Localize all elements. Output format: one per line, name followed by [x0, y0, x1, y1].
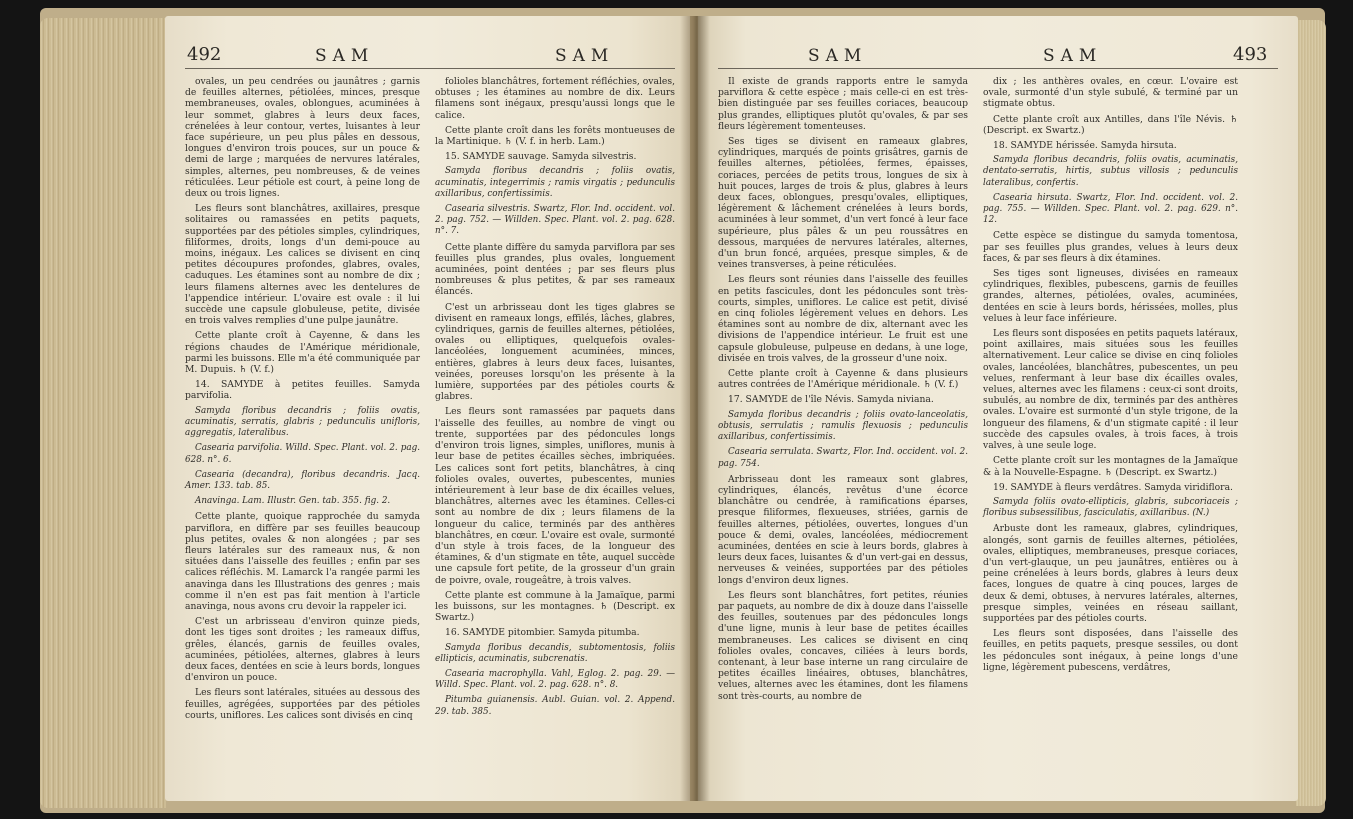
running-head: SAM — [1043, 46, 1103, 66]
page-number: 493 — [1233, 44, 1268, 65]
running-head: SAM — [315, 46, 375, 66]
paragraph: Cette plante croît sur les montagnes de la Jamaïque & à la Nouvelle-Espagne. ♄ (Descript. ex Swartz.) — [983, 455, 1238, 478]
paragraph: Arbuste dont les rameaux, glabres, cylindriques, alongés, sont garnis de feuilles alternes, pétiolées, ovales, elliptiques, membraneuses, presque coriaces, d'un vert-glauque, un peu jaunâtres, entières ou à peine crénelées à leurs bords, glabres à leurs deux faces, longues de quatre à cinq pouces, larges de deux & demi, obtuses, à nervures latérales, alternes, presque simples, veinées en réseau saillant, supportées par des pétioles courts. — [983, 523, 1238, 624]
paragraph: Les fleurs sont latérales, situées au dessous des feuilles, agrégées, supportées par des pétioles courts, uniflores. Les calices sont divisés en cinq — [185, 687, 420, 721]
text-column — [983, 76, 1238, 677]
paragraph: Les fleurs sont blanchâtres, axillaires, presque solitaires ou ramassées en petits paquets, supportées par des pétioles simples, cylindriques, filiformes, droits, longs d'un demi-pouce au moins, inégaux. Les calices se divisent en cinq petites découpures profondes, glabres, ovales, caduques. Les étamines sont au nombre de dix ; leurs filamens alternes avec les dentelures de l'appendice intérieur. L'ovaire est ovale : il lui succède une capsule globuleuse, petite, divisée en trois valves remplies d'une pulpe jaunâtre. — [185, 203, 420, 327]
left-page — [165, 16, 690, 801]
paragraph: C'est un arbrisseau d'environ quinze pieds, dont les tiges sont droites ; les rameaux diffus, grêles, élancés, garnis de feuilles ovales, acuminées, pétiolées, alternes, glabres à leurs deux faces, dentées en scie à leurs bords, longues d'environ un pouce. — [185, 616, 420, 684]
paragraph: Cette plante diffère du samyda parviflora par ses feuilles plus grandes, plus ovales, longuement acuminées, point dentées ; par ses fleurs plus nombreuses & plus petites, & par ses rameaux élancés. — [435, 241, 675, 298]
book-gutter — [680, 16, 710, 801]
text-column — [185, 76, 420, 725]
header-rule — [718, 68, 1278, 69]
right-page — [698, 16, 1298, 801]
paragraph: Samyda floribus decandris ; foliis ovatis, acuminatis, integerrimis ; ramis virgatis ; pedunculis axillaribus, confertissimis. — [435, 166, 675, 199]
paragraph: Samyda floribus decandris, foliis ovatis, acuminatis, dentato-serratis, hirtis, subtus villosis ; pedunculis lateralibus, confertis. — [983, 155, 1238, 188]
paragraph: Ses tiges se divisent en rameaux glabres, cylindriques, marqués de points grisâtres, garnis de feuilles alternes, pétiolées, fermes, épaisses, coriaces, percées de petits trous, longues de six à huit pouces, larges de trois & plus, glabres à leurs deux faces, oblongues, presqu'ovales, elliptiques, légèrement & lâchement crénelées à leurs bords, acuminées à leur sommet, d'un vert foncé à leur face supérieure, plus pâles & un peu roussâtres en dessous, marquées de nervures latérales, alternes, d'un brun foncé, arquées, presque simples, & de veines transverses, à peine réticulées. — [718, 136, 968, 271]
paragraph: Pitumba guianensis. Aubl. Guian. vol. 2. Append. 29. tab. 385. — [435, 695, 675, 717]
paragraph: 18. SAMYDE hérissée. Samyda hirsuta. — [993, 140, 1177, 152]
paragraph: Cette plante croît à Cayenne, & dans les régions chaudes de l'Amérique méridionale, parmi les buissons. Elle m'a été communiquée par M. Dupuis. ♄ (V. f.) — [185, 330, 420, 376]
paragraph: Les fleurs sont blanchâtres, fort petites, réunies par paquets, au nombre de dix à douze dans l'aisselle des feuilles, soutenues par des pédoncules longs d'une ligne, munis à leur base de petites écailles membraneuses. Les calices se divisent en cinq folioles ovales, concaves, ciliées à leurs bords, contenant, à leur base interne un rang circulaire de petites écailles linéaires, obtuses, blanchâtres, velues, alternes avec les étamines, dont les filamens sont très-courts, au nombre de — [718, 589, 968, 702]
paragraph: 17. SAMYDE de l'île Névis. Samyda niviana. — [728, 394, 934, 406]
paragraph: Ses tiges sont ligneuses, divisées en rameaux cylindriques, flexibles, pubescens, garnis de feuilles grandes, alternes, pétiolées, ovales, acuminées, dentées en scie à leurs bords, hérissées, molles, plus velues à leur face inférieure. — [983, 268, 1238, 324]
paragraph: Casearia parvifolia. Willd. Spec. Plant. vol. 2. pag. 628. n°. 6. — [185, 443, 420, 465]
paragraph: C'est un arbrisseau dont les tiges glabres se divisent en rameaux longs, effilés, lâches, glabres, cylindriques, garnis de feuilles alternes, pétiolées, ovales ou elliptiques, quelquefois ovales-lancéolées, longuement acuminées, minces, entières, glabres à leurs deux faces, luisantes, veinées, poreuses lorsqu'on les présente à la lumière, supportées par des pétioles courts & glabres. — [435, 301, 675, 403]
page-number: 492 — [187, 44, 222, 65]
paragraph: Anavinga. Lam. Illustr. Gen. tab. 355. fig. 2. — [195, 496, 391, 507]
paragraph: Samyda floribus decandis, subtomentosis, foliis ellipticis, acuminatis, subcrenatis. — [435, 642, 675, 664]
paragraph: Cette plante croît dans les forêts montueuses de la Martinique. ♄ (V. f. in herb. Lam.) — [435, 124, 675, 148]
paragraph: Casearia silvestris. Swartz, Flor. Ind. occident. vol. 2. pag. 752. — Willden. Spec. Plant. vol. 2. pag. 628. n°. 7. — [435, 204, 675, 237]
text-column — [435, 76, 675, 722]
paragraph: 19. SAMYDE à fleurs verdâtres. Samyda viridiflora. — [993, 481, 1233, 493]
header-rule — [185, 68, 675, 69]
paragraph: Casearia (decandra), floribus decandris. Jacq. Amer. 133. tab. 85. — [185, 469, 420, 491]
text-column — [718, 76, 968, 706]
paragraph: Arbrisseau dont les rameaux sont glabres, cylindriques, élancés, revêtus d'une écorce blanchâtre ou cendrée, à ramifications éparses, presque filiformes, flexueuses, striées, garnis de feuilles alternes, pétiolées, ouvertes, longues d'un pouce & demi, ovales, lancéolées, médiocrement acuminées, dentées en scie à leurs bords, glabres à leurs deux faces, luisantes & d'un vert-gai en dessus, nerveuses & veinées, supportées par des pétioles longs d'environ deux lignes. — [718, 473, 968, 586]
paragraph: Cette espèce se distingue du samyda tomentosa, par ses feuilles plus grandes, velues à leurs deux faces, & par ses fleurs à dix étamines. — [983, 230, 1238, 264]
paragraph: Casearia hirsuta. Swartz, Flor. Ind. occident. vol. 2. pag. 755. — Willden. Spec. Plant. vol. 2. pag. 629. n°. 12. — [983, 192, 1238, 226]
paragraph: Les fleurs sont disposées, dans l'aisselle des feuilles, en petits paquets, presque sessiles, ou dont les pédoncules sont inégaux, à peine longs d'une ligne, légèrement pubescens, verdâtres, — [983, 628, 1238, 673]
paragraph: Samyda floribus decandris ; foliis ovato-lanceolatis, obtusis, serrulatis ; ramulis flexuosis ; pedunculis axillaribus, confertissimis. — [718, 409, 968, 443]
paragraph: folioles blanchâtres, fortement réfléchies, ovales, obtuses ; les étamines au nombre de dix. Leurs filamens sont inégaux, presqu'aussi longs que le calice. — [435, 76, 675, 121]
left-page-edges — [40, 18, 166, 808]
running-head: SAM — [808, 46, 868, 66]
paragraph: Casearia macrophylla. Vahl, Eglog. 2. pag. 29. — Willd. Spec. Plant. vol. 2. pag. 628. n°. 8. — [435, 668, 675, 691]
paragraph: Cette plante, quoique rapprochée du samyda parviflora, en diffère par ses feuilles beaucoup plus petites, ovales & non alongées ; par ses fleurs latérales sur des rameaux nus, & non situées dans l'aisselle des feuilles ; enfin par ses calices réfléchis. M. Lamarck l'a rangée parmi les anavinga dans les Illustrations des genres ; mais comme il n'en est pas fait mention à l'article anavinga, nous avons cru devoir la rappeler ici. — [185, 511, 420, 612]
paragraph: dix ; les anthères ovales, en cœur. L'ovaire est ovale, surmonté d'un style subulé, & terminé par un stigmate obtus. — [983, 76, 1238, 110]
paragraph: 16. SAMYDE pitombier. Samyda pitumba. — [445, 627, 640, 639]
paragraph: Casearia serrulata. Swartz, Flor. Ind. occident. vol. 2. pag. 754. — [718, 447, 968, 469]
paragraph: Samyda foliis ovato-ellipticis, glabris, subcoriaceis ; floribus subsessilibus, fasciculatis, axillaribus. (N.) — [983, 496, 1238, 519]
paragraph: Les fleurs sont ramassées par paquets dans l'aisselle des feuilles, au nombre de vingt ou trente, supportées par des pédoncules longs d'environ trois lignes, simples, uniflores, munis à leur base de petites écailles sèches, imbriquées. Les calices sont fort petits, blanchâtres, à cinq folioles ovales, ouvertes, pubescentes, munies intérieurement à leur base de dix écailles velues, blanchâtres, alternes avec les étamines. Celles-ci sont au nombre de dix ; leurs filamens de la longueur du calice, terminés par des anthères blanchâtres, en cœur. L'ovaire est ovale, surmonté d'un style à trois faces, de la longueur des étamines, & d'un stigmate en tête, auquel succède une capsule fort petite, de la grosseur d'un grain de poivre, ovale, rougeâtre, à trois valves. — [435, 406, 675, 586]
running-head: SAM — [555, 46, 615, 66]
paragraph: Cette plante croît aux Antilles, dans l'île Névis. ♄ (Descript. ex Swartz.) — [983, 113, 1238, 136]
paragraph: Il existe de grands rapports entre le samyda parviflora & cette espèce ; mais celle-ci en est très-bien distinguée par ses feuilles coriaces, beaucoup plus grandes, elliptiques plutôt qu'ovales, & par ses fleurs légèrement tomenteuses. — [718, 76, 968, 132]
right-page-edges — [1296, 20, 1326, 806]
paragraph: Cette plante croît à Cayenne & dans plusieurs autres contrées de l'Amérique méridionale. ♄ (V. f.) — [718, 368, 968, 391]
paragraph: 15. SAMYDE sauvage. Samyda silvestris. — [445, 151, 637, 163]
paragraph: Samyda floribus decandris ; foliis ovatis, acuminatis, serratis, glabris ; pedunculis unifloris, aggregatis, lateralibus. — [185, 405, 420, 439]
paragraph: ovales, un peu cendrées ou jaunâtres ; garnis de feuilles alternes, pétiolées, minces, presque membraneuses, ovales, oblongues, acuminées à leur sommet, glabres à leurs deux faces, crénelées à leur contour, vertes, luisantes à leur face supérieure, un peu plus pâles en dessous, longues d'environ trois pouces, sur un pouce & demi de large ; marquées de nervures latérales, simples, alternes, peu nombreuses, & de veines réticulées. Leur pétiole est court, à peine long de deux ou trois lignes. — [185, 76, 420, 200]
paragraph: Les fleurs sont disposées en petits paquets latéraux, point axillaires, mais situées sous les feuilles alternativement. Leur calice se divise en cinq folioles ovales, lancéolées, blanchâtres, pubescentes, un peu velues, renfermant à leur base dix écailles ovales, velues, alternes avec les filamens : ceux-ci sont droits, subulés, au nombre de dix, terminés par des anthères ovales. L'ovaire est surmonté d'un style trigone, de la longueur des filamens, & d'un stigmate capité : il leur succède des capsules ovales, à trois faces, à trois valves, à une seule loge. — [983, 328, 1238, 452]
paragraph: 14. SAMYDE à petites feuilles. Samyda parvifolia. — [185, 379, 420, 402]
paragraph: Les fleurs sont réunies dans l'aisselle des feuilles en petits fascicules, dont les pédoncules sont très-courts, simples, uniflores. Le calice est petit, divisé en cinq folioles légèrement velues en dehors. Les étamines sont au nombre de dix, alternant avec les divisions de l'appendice intérieur. Le fruit est une capsule globuleuse, pulpeuse en dedans, à une loge, divisée en trois valves, de la grosseur d'une noix. — [718, 274, 968, 364]
paragraph: Cette plante est commune à la Jamaïque, parmi les buissons, sur les montagnes. ♄ (Descript. ex Swartz.) — [435, 589, 675, 624]
